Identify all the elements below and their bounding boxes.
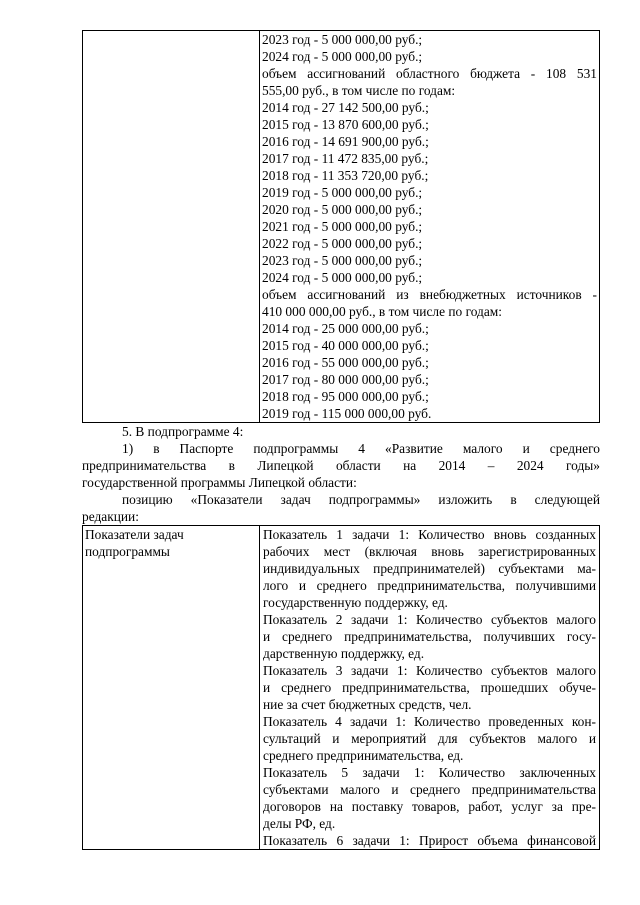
indicator-line: субъектами малого и среднего предпринимательства — [263, 782, 596, 797]
funding-line: 2019 год - 115 000 000,00 руб. — [262, 406, 432, 421]
indicator-item — [263, 764, 596, 832]
indicator-line: Показатель 5 задачи 1: Количество заключенных — [263, 765, 596, 780]
funding-line: объем ассигнований из внебюджетных источников - — [262, 287, 597, 302]
funding-line: 2019 год - 5 000 000,00 руб.; — [262, 185, 423, 200]
indicator-line: и среднего предпринимательства, прошедших обуче- — [263, 680, 596, 695]
indicator-line: Показатель 2 задачи 1: Количество субъектов малого — [263, 612, 596, 627]
indicator-item — [263, 526, 596, 611]
indicator-line: среднего предпринимательства, ед. — [263, 748, 464, 763]
item-1-line: государственной программы Липецкой области: — [82, 475, 357, 490]
indicator-line: Показатель 3 задачи 1: Количество субъектов малого — [263, 663, 596, 678]
funding-line: 2024 год - 5 000 000,00 руб.; — [262, 270, 423, 285]
indicator-item — [263, 832, 596, 849]
indicators-label: Показатели задач — [85, 527, 184, 542]
indicators-table-left-cell — [83, 526, 260, 850]
funding-line: 2024 год - 5 000 000,00 руб.; — [262, 49, 423, 64]
indicator-line: индивидуальных предпринимателей) субъектами ма- — [263, 561, 596, 576]
funding-line: 2016 год - 55 000 000,00 руб.; — [262, 355, 429, 370]
indicator-line: сультаций и мероприятий для субъектов малого и — [263, 731, 596, 746]
position-line: редакции: — [82, 509, 139, 524]
funding-line: 2023 год - 5 000 000,00 руб.; — [262, 32, 423, 47]
funding-line: 2020 год - 5 000 000,00 руб.; — [262, 202, 423, 217]
indicator-line: ние за счет бюджетных средств, чел. — [263, 697, 472, 712]
indicator-line: дарственную поддержку, ед. — [263, 646, 425, 661]
indicator-item — [263, 662, 596, 713]
indicator-line: рабочих мест (включая вновь зарегистрированных — [263, 544, 596, 559]
indicator-line: государственную поддержку, ед. — [263, 595, 448, 610]
funding-line: 2023 год - 5 000 000,00 руб.; — [262, 253, 423, 268]
funding-line: 410 000 000,00 руб., в том числе по годам: — [262, 304, 502, 319]
funding-line: 2021 год - 5 000 000,00 руб.; — [262, 219, 423, 234]
indicator-line: делы РФ, ед. — [263, 816, 336, 831]
funding-line: 2017 год - 80 000 000,00 руб.; — [262, 372, 429, 387]
item-5-heading: 5. В подпрограмме 4: — [122, 424, 244, 439]
funding-line: 2018 год - 95 000 000,00 руб.; — [262, 389, 429, 404]
indicator-line: Показатель 6 задачи 1: Прирост объема финансовой — [263, 833, 596, 848]
funding-line: 2016 год - 14 691 900,00 руб.; — [262, 134, 429, 149]
indicator-item — [263, 611, 596, 662]
funding-table-left-cell — [83, 31, 260, 423]
indicator-line: лого и среднего предпринимательства, получившими — [263, 578, 596, 593]
funding-line: 2014 год - 27 142 500,00 руб.; — [262, 100, 429, 115]
funding-line: объем ассигнований областного бюджета - 108 531 — [262, 66, 597, 81]
indicators-table-right-cell — [260, 526, 600, 850]
indicator-item — [263, 713, 596, 764]
indicator-line: договоров на поставку товаров, работ, услуг за пре- — [263, 799, 596, 814]
funding-table — [82, 30, 600, 423]
funding-line: 2022 год - 5 000 000,00 руб.; — [262, 236, 423, 251]
amendment-text — [82, 423, 600, 525]
position-line: позицию «Показатели задач подпрограммы» изложить в следующей — [122, 492, 600, 507]
funding-table-right-cell — [260, 31, 600, 423]
indicator-line: и среднего предпринимательства, получивших госу- — [263, 629, 596, 644]
funding-line: 2017 год - 11 472 835,00 руб.; — [262, 151, 429, 166]
item-1-line: предпринимательства в Липецкой области на 2014 – 2024 годы» — [82, 458, 600, 473]
funding-line: 2015 год - 40 000 000,00 руб.; — [262, 338, 429, 353]
indicator-line: Показатель 1 задачи 1: Количество вновь созданных — [263, 527, 596, 542]
funding-line: 2018 год - 11 353 720,00 руб.; — [262, 168, 429, 183]
funding-line: 555,00 руб., в том числе по годам: — [262, 83, 456, 98]
indicators-label: подпрограммы — [85, 544, 170, 559]
item-1-line: 1) в Паспорте подпрограммы 4 «Развитие малого и среднего — [122, 441, 600, 456]
funding-line: 2015 год - 13 870 600,00 руб.; — [262, 117, 429, 132]
document-page — [82, 30, 600, 850]
indicators-table — [82, 525, 600, 850]
funding-line: 2014 год - 25 000 000,00 руб.; — [262, 321, 429, 336]
indicator-line: Показатель 4 задачи 1: Количество проведенных кон- — [263, 714, 596, 729]
